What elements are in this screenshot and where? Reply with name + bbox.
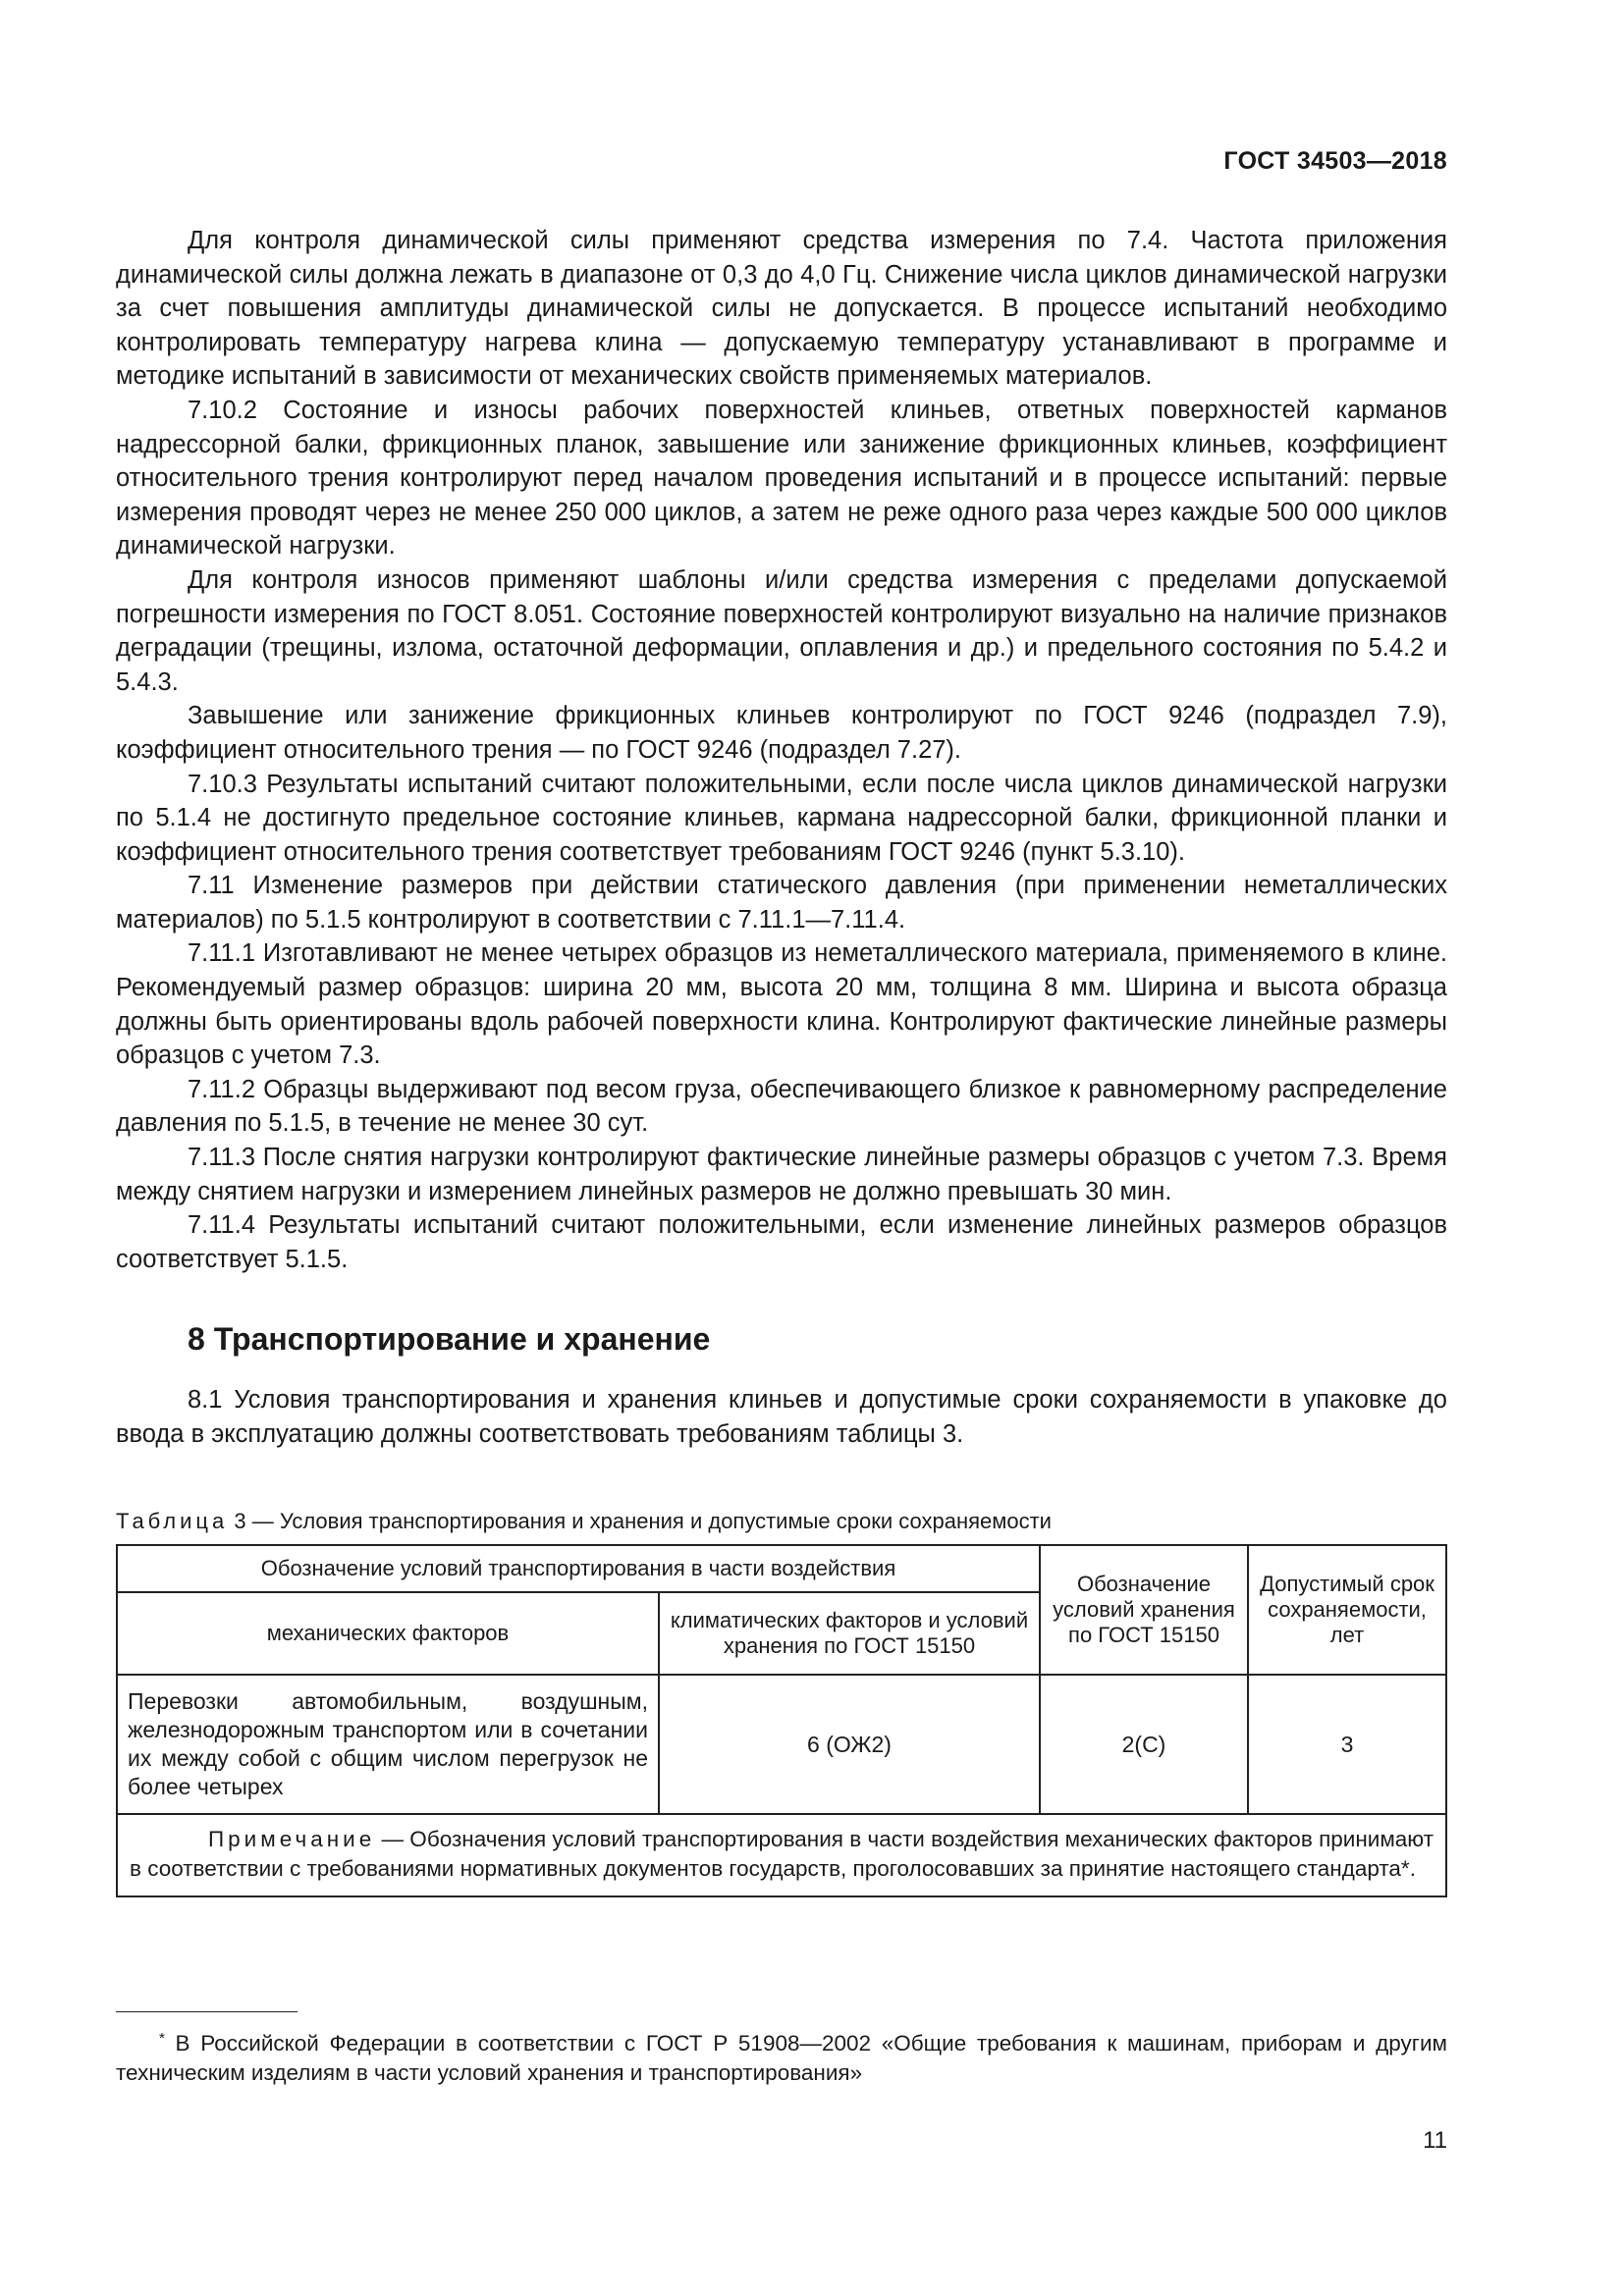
page-content [116,224,1447,1897]
header-mechanical: механических факторов [117,1592,659,1675]
paragraph: Для контроля износов применяют шаблоны и/или средства измерения с пределами допускаемой погрешности измерения по ГОСТ 8.051. Состояние поверхностей контролируют визуально на наличие признаков деградации (трещины, излома, остаточной деформации, оплавления и др.) и предельного состояния по 5.4.2 и 5.4.3. [116,565,1447,696]
table-caption [116,1509,1447,1534]
storage-conditions-table [116,1544,1447,1897]
paragraph: Для контроля динамической силы применяют средства измерения по 7.4. Частота приложения динамической силы должна лежать в диапазоне от 0,3 до 4,0 Гц. Снижение числа циклов динамической нагрузки за счет повышения амплитуды динамической силы не допускается. В процессе испытаний необходимо контролировать температуру нагрева клина — допускаемую температуру устанавливают в программе и методике испытаний в зависимости от механических свойств применяемых материалов. [116,227,1447,391]
section-title: 8 Транспортирование и хранение [188,1321,711,1358]
footnote-mark: * [159,2030,165,2047]
footnote-text: В Российской Федерации в соответствии с ГОСТ Р 51908—2002 «Общие требования к машинам, приборам и другим техническим изделиям в части условий хранения и транспортирования» [116,2031,1447,2085]
cell-mechanical: Перевозки автомобильным, воздушным, железнодорожным транспортом или в сочетании их между собой с общим числом перегрузок не более четырех [117,1675,659,1814]
cell-storage: 2(С) [1040,1675,1248,1814]
table-note [117,1814,1446,1896]
header-climatic: климатических факторов и условий хранения по ГОСТ 15150 [659,1592,1040,1675]
note-text: — Обозначения условий транспортирования в части воздействия механических факторов принимают в соответствии с требованиями нормативных документов государств, проголосовавших за принятие настоящего стандарта*. [130,1826,1434,1881]
header-transport-group: Обозначение условий транспортирования в части воздействия [117,1545,1040,1592]
document-code: ГОСТ 34503—2018 [1223,147,1447,175]
paragraph: Завышение или занижение фрикционных клиньев контролируют по ГОСТ 9246 (подраздел 7.9), коэффициент относительного трения — по ГОСТ 9246 (подраздел 7.27). [116,702,1447,764]
header-term: Допустимый срок сохраняемости, лет [1248,1545,1446,1675]
paragraph: 7.11.2 Образцы выдерживают под весом груза, обеспечивающего близкое к равномерному распределение давления по 5.1.5, в течение не менее 30 сут. [116,1075,1447,1138]
paragraph: 7.11.1 Изготавливают не менее четырех образцов из неметаллического материала, применяемого в клине. Рекомендуемый размер образцов: ширина 20 мм, высота 20 мм, толщина 8 мм. Ширина и высота образца должны быть ориентированы вдоль рабочей поверхности клина. Контролируют фактические линейные размеры образцов с учетом 7.3. [116,939,1447,1070]
section-paragraph: 8.1 Условия транспортирования и хранения клиньев и допустимые сроки сохраняемости в упаковке до ввода в эксплуатацию должны соответствовать требованиям таблицы 3. [116,1386,1447,1448]
footnote-divider [116,2011,298,2012]
header-storage: Обозначение условий хранения по ГОСТ 15150 [1040,1545,1248,1675]
paragraph: 7.10.3 Результаты испытаний считают положительными, если после числа циклов динамической нагрузки по 5.1.4 не достигнуто предельное состояние клиньев, кармана надрессорной балки, фрикционной планки и коэффициент относительного трения соответствует требованиям ГОСТ 9246 (пункт 5.3.10). [116,770,1447,866]
cell-term: 3 [1248,1675,1446,1814]
page-number: 11 [1423,2127,1447,2154]
note-label: Примечание [208,1826,376,1851]
cell-climatic: 6 (ОЖ2) [659,1675,1040,1814]
paragraph: 7.11.3 После снятия нагрузки контролируют фактические линейные размеры образцов с учетом 7.3. Время между снятием нагрузки и измерением линейных размеров не должно превышать 30 мин. [116,1144,1447,1205]
paragraph: 7.10.2 Состояние и износы рабочих поверхностей клиньев, ответных поверхностей карманов надрессорной балки, фрикционных планок, завышение или занижение фрикционных клиньев, коэффициент относительного трения контролируют перед началом проведения испытаний и в процессе испытаний: первые измерения проводят через не менее 250 000 циклов, а затем не реже одного раза через каждые 500 000 циклов динамической нагрузки. [116,396,1447,561]
table-caption-label: Таблица [116,1508,229,1533]
table-caption-text: 3 — Условия транспортирования и хранения и допустимые сроки сохраняемости [228,1508,1052,1533]
footnote [116,2024,1447,2088]
paragraph: 7.11 Изменение размеров при действии статического давления (при применении неметаллических материалов) по 5.1.5 контролируют в соответствии с 7.11.1—7.11.4. [116,872,1447,934]
paragraph: 7.11.4 Результаты испытаний считают положительными, если изменение линейных размеров образцов соответствует 5.1.5. [116,1211,1447,1273]
